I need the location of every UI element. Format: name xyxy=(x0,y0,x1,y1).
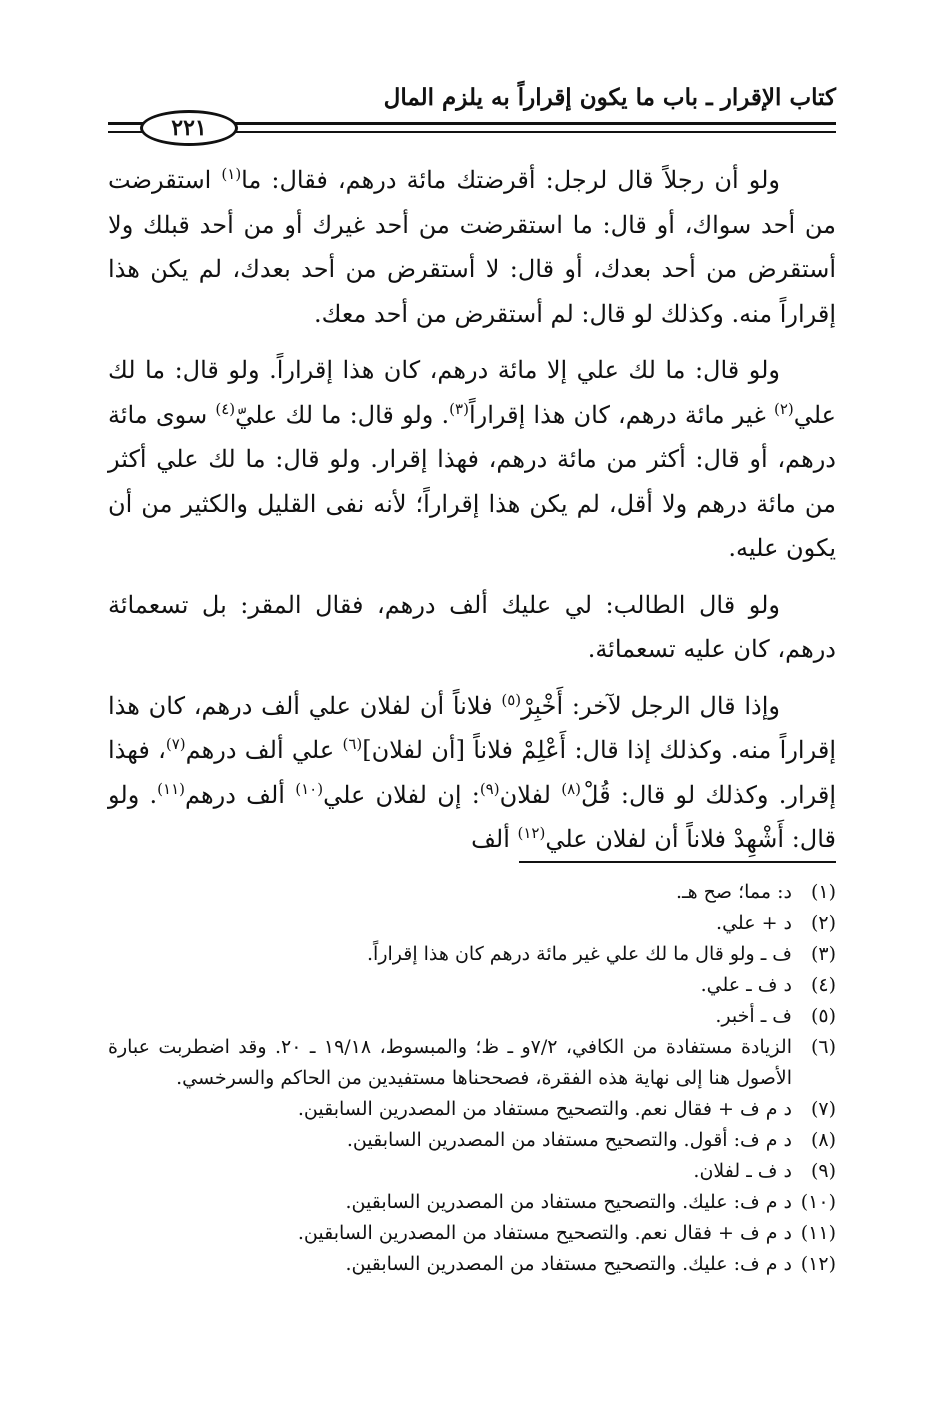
footnote-number: (١) xyxy=(810,881,836,903)
footnote-number: (٧) xyxy=(810,1098,836,1120)
text-run: ولو أن رجلاً قال لرجل: أقرضتك مائة درهم، فقال: ما xyxy=(241,166,780,194)
paragraph-4 xyxy=(108,684,836,862)
footnote-ref-6: (٦) xyxy=(342,735,363,753)
footnote-item xyxy=(108,970,836,1001)
footnote-number: (١٠) xyxy=(800,1191,836,1213)
text-run: . ولو قال: ما لك عليّ xyxy=(235,400,450,429)
text-run: . ولو قال: أَشْهِدْ فلاناً أن لفلان علي xyxy=(108,780,836,853)
text-run: ألف درهم xyxy=(185,780,296,809)
footnote-item xyxy=(108,1001,836,1032)
paragraph-3 xyxy=(108,583,836,672)
footnote-text: ف ـ أخبر. xyxy=(715,1005,792,1027)
text-run: ألف xyxy=(471,825,518,853)
paragraph-1 xyxy=(108,158,836,336)
running-title: كتاب الإقرار ـ باب ما يكون إقراراً به يلزم المال xyxy=(383,84,836,111)
footnote-ref-3: (٣) xyxy=(449,399,469,418)
text-run: : إن لفلان علي xyxy=(323,780,480,809)
footnote-number: (٩) xyxy=(810,1160,836,1182)
footnote-number: (٥) xyxy=(810,1005,836,1027)
text-run: وإذا قال الرجل لآخر: أَخْبِرْ xyxy=(521,691,780,720)
footnote-text: د م ف: عليك. والتصحيح مستفاد من المصدرين السابقين. xyxy=(345,1191,792,1213)
footnote-text: د م ف: أقول. والتصحيح مستفاد من المصدرين السابقين. xyxy=(346,1129,792,1151)
text-run: غير مائة درهم، كان هذا إقراراً xyxy=(468,400,774,429)
footnote-number: (٦) xyxy=(810,1036,836,1058)
text-run: علي ألف درهم xyxy=(185,736,343,764)
footnote-ref-8: (٨) xyxy=(561,779,582,798)
footnote-item xyxy=(108,1218,836,1249)
text-run: ولو قال: ما لك علي إلا مائة درهم، كان هذا إقراراً. ولو قال: ما لك علي xyxy=(108,356,837,429)
footnote-text: د م ف: عليك. والتصحيح مستفاد من المصدرين السابقين. xyxy=(345,1253,792,1275)
footnote-text: د: مما؛ صح هـ. xyxy=(676,881,792,903)
footnote-ref-10: (١٠) xyxy=(295,779,324,798)
footnote-item xyxy=(108,908,836,939)
footnote-item xyxy=(108,877,836,908)
footnote-ref-5: (٥) xyxy=(501,690,522,709)
footnote-item xyxy=(108,939,836,970)
footnote-number: (٤) xyxy=(810,974,836,996)
text-run: ، فهذا إقرار. وكذلك لو قال: قُلْ xyxy=(108,736,837,809)
footnote-ref-7: (٧) xyxy=(165,735,186,753)
text-run: سوى مائة درهم، أو قال: أكثر من مائة درهم، فهذا إقرار. ولو قال: ما لك علي أكثر من مائة درهم ولا أقل، لم يكن هذا إقراراً؛ لأنه نفى القليل والكثير من أن يكون عليه. xyxy=(108,400,836,562)
footnote-ref-11: (١١) xyxy=(157,779,186,798)
footnote-separator xyxy=(519,861,836,863)
footnote-item xyxy=(108,1032,836,1094)
footnote-ref-2: (٢) xyxy=(773,399,794,418)
footnote-ref-9: (٩) xyxy=(479,779,500,798)
footnote-item xyxy=(108,1187,836,1218)
footnote-text: د ف ـ علي. xyxy=(700,974,792,996)
footnote-ref-1: (١) xyxy=(221,165,242,183)
footnote-number: (٨) xyxy=(810,1129,836,1151)
text-run: فلاناً أن لفلان علي ألف درهم، كان هذا إقراراً منه. وكذلك إذا قال: أَعْلِمْ فلاناً [أن لفلان] xyxy=(108,691,836,764)
footnotes xyxy=(108,877,836,1280)
footnote-number: (٣) xyxy=(810,943,836,965)
paragraph-2 xyxy=(108,348,836,571)
footnote-text: د ف ـ لفلان. xyxy=(693,1160,792,1182)
footnote-number: (١٢) xyxy=(800,1253,836,1275)
footnote-ref-12: (١٢) xyxy=(517,824,546,842)
footnote-text: د م ف + فقال نعم. والتصحيح مستفاد من المصدرين السابقين. xyxy=(297,1098,792,1120)
footnote-text: ف ـ ولو قال ما لك علي غير مائة درهم كان هذا إقراراً. xyxy=(367,943,792,965)
footnote-text: د + علي. xyxy=(716,912,792,934)
footnote-item xyxy=(108,1094,836,1125)
text-run: لفلان xyxy=(499,780,562,809)
text-run: ولو قال الطالب: لي عليك ألف درهم، فقال المقر: بل تسعمائة درهم، كان عليه تسعمائة. xyxy=(108,590,836,663)
footnote-item xyxy=(108,1156,836,1187)
footnote-number: (١١) xyxy=(800,1222,836,1244)
text-run: استقرضت من أحد سواك، أو قال: ما استقرضت من أحد غيرك أو من أحد قبلك ولا أستقرض من أحد بعدك، أو قال: لا أستقرض من أحد بعدك، لم يكن هذا إقراراً منه. وكذلك لو قال: لم أستقرض من أحد معك. xyxy=(108,166,836,328)
page-number: ٢٢١ xyxy=(140,110,238,146)
footnote-item xyxy=(108,1249,836,1280)
footnote-text: الزيادة مستفادة من الكافي، ٧/٢و ـ ظ؛ والمبسوط، ١٩/١٨ ـ ٢٠. وقد اضطربت عبارة الأصول هنا إلى نهاية هذه الفقرة، فصححناها مستفيدين من الحاكم والسرخسي. xyxy=(108,1036,793,1089)
footnote-number: (٢) xyxy=(810,912,836,934)
footnote-ref-4: (٤) xyxy=(215,399,236,418)
footnote-item xyxy=(108,1125,836,1156)
footnote-text: د م ف + فقال نعم. والتصحيح مستفاد من المصدرين السابقين. xyxy=(297,1222,792,1244)
main-text xyxy=(108,158,836,874)
